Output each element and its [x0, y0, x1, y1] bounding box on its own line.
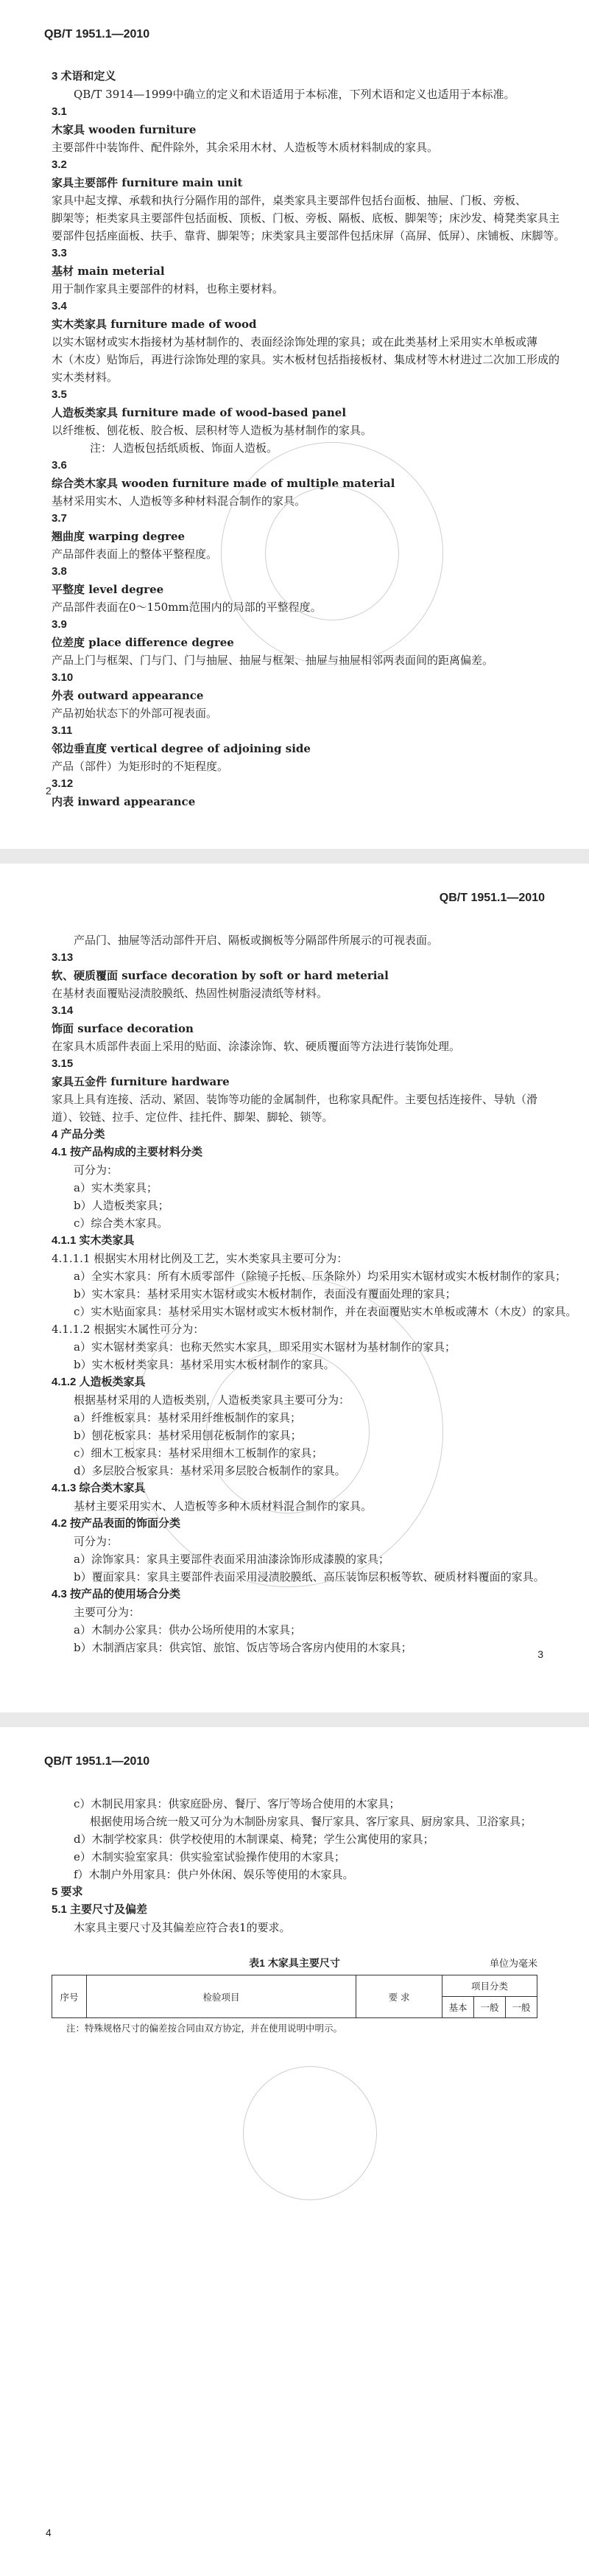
section-heading: 4 产品分类: [52, 1128, 105, 1141]
text-line: a）实木锯材类家具：也称天然实木家具，即采用实木锯材为基材制作的家具；: [74, 1340, 456, 1354]
text-line: 实木类材料。: [52, 371, 119, 384]
col-header-major: 一般: [474, 1997, 506, 2018]
text-line: 4.1.1.2 根据实木属性可分为：: [52, 1323, 205, 1336]
page-header: QB/T 1951.1—2010: [44, 28, 150, 41]
section-heading: 3.9: [52, 618, 67, 631]
text-line: 4.1.1.1 根据实木用材比例及工艺，实木类家具主要可分为：: [52, 1252, 348, 1265]
term-title: 邻边垂直度 vertical degree of adjoining side: [52, 742, 311, 755]
section-heading: 4.1.1 实木类家具: [52, 1234, 135, 1247]
text-line: c）细木工板家具：基材采用细木工板制作的家具；: [74, 1446, 323, 1460]
text-line: a）实木类家具；: [74, 1181, 158, 1194]
term-title: 外表 outward appearance: [52, 689, 204, 702]
text-line: 木家具主要尺寸及其偏差应符合表1的要求。: [74, 1921, 291, 1934]
col-header-req: 要 求: [356, 1975, 442, 2018]
section-heading: 3.15: [52, 1057, 74, 1070]
term-title: 翘曲度 warping degree: [52, 530, 186, 543]
section-heading: 4.1.3 综合类木家具: [52, 1482, 146, 1494]
text-line: 产品门、抽屉等活动部件开启、隔板或搁板等分隔部件所展示的可视表面。: [74, 934, 439, 947]
text-line: c）综合类木家具。: [74, 1217, 169, 1230]
text-line: 在基材表面覆贴浸渍胶膜纸、热固性树脂浸渍纸等材料。: [52, 987, 328, 1000]
text-line: a）涂饰家具：家具主要部件表面采用油漆涂饰形成漆膜的家具；: [74, 1553, 389, 1566]
section-heading: 3.3: [52, 247, 67, 259]
term-title: 实木类家具 furniture made of wood: [52, 318, 257, 331]
text-line: 产品（部件）为矩形时的不矩程度。: [52, 760, 229, 773]
text-line: 木（木皮）贴饰后，再进行涂饰处理的家具。实木板材包括指接板材、集成材等木材进过二次加工形成的: [52, 353, 560, 366]
term-title: 家具主要部件 furniture main unit: [52, 176, 243, 189]
section-heading: 4.3 按产品的使用场合分类: [52, 1588, 181, 1600]
text-line: a）纤维板家具：基材采用纤维板制作的家具；: [74, 1411, 301, 1424]
text-line: 以实木锯材或实木指接材为基材制作的、表面经涂饰处理的家具；或在此类基材上采用实木单板或薄: [52, 335, 538, 349]
text-line: c）实木贴面家具：基材采用实木锯材或实木板材制作，并在表面覆贴实木单板或薄木（木皮）的家具。: [74, 1305, 577, 1318]
text-line: 以纤维板、刨花板、胶合板、层积材等人造板为基材制作的家具。: [52, 424, 373, 437]
page-number: 4: [46, 2527, 52, 2538]
text-line: 要部件包括座面板、扶手、靠背、脚架等；床类家具主要部件包括床屏（高屏、低屏）、床铺板、床脚等。: [52, 229, 565, 242]
text-line: 用于制作家具主要部件的材料，也称主要材料。: [52, 282, 284, 295]
text-line: 主要可分为：: [74, 1606, 141, 1619]
text-line: 道）、铰链、拉手、定位件、挂托件、脚架、脚轮、锁等。: [52, 1110, 334, 1124]
term-title: 位差度 place difference degree: [52, 636, 234, 649]
section-heading: 3.7: [52, 512, 67, 525]
text-line: 产品初始状态下的外部可视表面。: [52, 707, 218, 720]
text-line: a）木制办公家具：供办公场所使用的木家具；: [74, 1623, 301, 1637]
section-heading: 3.8: [52, 565, 67, 578]
document-page-3: [0, 1727, 589, 2576]
page-number: 3: [537, 1648, 543, 1660]
col-header-class: 项目分类: [442, 1975, 537, 1997]
term-title: 平整度 level degree: [52, 583, 164, 596]
page-header: QB/T 1951.1—2010: [439, 892, 545, 904]
page-header: QB/T 1951.1—2010: [44, 1755, 150, 1768]
col-header-minor: 一般: [506, 1997, 537, 2018]
text-line: 脚架等；柜类家具主要部件包括面板、顶板、门板、旁板、隔板、底板、脚架等；床沙发、椅凳类家具主: [52, 211, 560, 225]
text-line: 基材采用实木、人造板等多种材料混合制作的家具。: [52, 494, 306, 508]
text-line: 根据使用场合统一般又可分为木制卧房家具、餐厅家具、客厅家具、厨房家具、卫浴家具；: [90, 1815, 532, 1828]
text-line: f）木制户外用家具：供户外休闲、娱乐等使用的木家具。: [74, 1868, 354, 1881]
page-body: [52, 931, 577, 1656]
watermark-stamp: [243, 2066, 377, 2200]
section-heading: 3.1: [52, 105, 67, 118]
section-heading: 3.10: [52, 671, 74, 684]
table-note: 注：特殊规格尺寸的偏差按合同由双方协定，并在使用说明中明示。: [66, 2023, 343, 2034]
text-line: b）木制酒店家具：供宾馆、旅馆、饭店等场合客房内使用的木家具；: [74, 1641, 412, 1654]
text-line: 可分为：: [74, 1163, 119, 1177]
text-line: b）实木家具：基材采用实木锯材或实木板材制作，表面没有覆面处理的家具；: [74, 1287, 456, 1301]
text-line: 可分为：: [74, 1535, 119, 1548]
text-line: 家具上具有连接、活动、紧固、装饰等功能的金属制件，也称家具配件。主要包括连接件、导轨（滑: [52, 1093, 538, 1106]
text-line: e）木制实验室家具：供实验室试验操作使用的木家具；: [74, 1850, 345, 1863]
text-line: d）木制学校家具：供学校使用的木制课桌、椅凳；学生公寓使用的家具；: [74, 1833, 434, 1846]
term-title: 木家具 wooden furniture: [52, 123, 197, 136]
text-line: 根据基材采用的人造板类别，人造板类家具主要可分为：: [74, 1393, 350, 1407]
text-line: 产品部件表面上的整体平整程度。: [52, 547, 218, 561]
text-line: d）多层胶合板家具：基材采用多层胶合板制作的家具。: [74, 1464, 346, 1477]
section-heading: 3.2: [52, 158, 67, 171]
col-header-item: 检验项目: [87, 1975, 356, 2018]
text-line: 主要部件中装饰件、配件除外，其余采用木材、人造板等木质材料制成的家具。: [52, 141, 439, 154]
term-title: 基材 main meterial: [52, 265, 165, 278]
section-heading: 3.6: [52, 459, 67, 472]
section-heading: 4.2 按产品表面的饰面分类: [52, 1517, 181, 1530]
text-line: 产品上门与框架、门与门、门与抽屉、抽屉与框架、抽屉与抽屉相邻两表面间的距离偏差。: [52, 654, 494, 667]
spec-table: [52, 1975, 537, 2018]
text-line: 在家具木质部件表面上采用的贴面、涂漆涂饰、软、硬质覆面等方法进行装饰处理。: [52, 1040, 461, 1053]
page-body: [52, 1795, 537, 1936]
text-line: b）覆面家具：家具主要部件表面采用浸渍胶膜纸、高压装饰层积板等软、硬质材料覆面的家具。: [74, 1570, 545, 1583]
section-heading: 4.1.2 人造板类家具: [52, 1376, 146, 1388]
section-heading: 3.4: [52, 300, 67, 312]
term-title: 人造板类家具 furniture made of wood-based panel: [52, 406, 347, 419]
section-heading: 3.11: [52, 724, 73, 737]
section-heading: 3.5: [52, 388, 67, 401]
table-1-container: [52, 1956, 537, 2034]
section-heading: 3 术语和定义: [52, 70, 116, 83]
text-line: 注：人造板包括纸质板、饰面人造板。: [90, 441, 278, 455]
section-heading: 3.13: [52, 951, 74, 964]
text-line: c）木制民用家具：供家庭卧房、餐厅、客厅等场合使用的木家具；: [74, 1797, 401, 1810]
text-line: b）人造板类家具；: [74, 1199, 169, 1212]
section-heading: 4.1 按产品构成的主要材料分类: [52, 1146, 203, 1158]
col-header-basic: 基本: [442, 1997, 474, 2018]
section-heading: 3.14: [52, 1004, 74, 1017]
text-line: b）实木板材类家具：基材采用实木板材制作的家具。: [74, 1358, 335, 1371]
table-title: 表1 木家具主要尺寸: [249, 1957, 340, 1969]
text-line: 家具中起支撑、承载和执行分隔作用的部件，桌类家具主要部件包括台面板、抽屉、门板、旁板、: [52, 194, 527, 207]
text-line: 产品部件表面在0～150mm范围内的局部的平整程度。: [52, 601, 322, 614]
term-title: 综合类木家具 wooden furniture made of multiple material: [52, 477, 395, 490]
document-page-2: [0, 864, 589, 1712]
text-line: QB/T 3914—1999中确立的定义和术语适用于本标准，下列术语和定义也适用于本标准。: [74, 88, 515, 101]
page-number: 2: [46, 785, 52, 797]
text-line: a）全实木家具：所有木质零部件（除镜子托板、压条除外）均采用实木锯材或实木板材制作的家具；: [74, 1270, 566, 1283]
section-heading: 5.1 主要尺寸及偏差: [52, 1903, 148, 1916]
text-line: 基材主要采用实木、人造板等多种木质材料混合制作的家具。: [74, 1499, 373, 1513]
term-title: 内表 inward appearance: [52, 795, 196, 808]
table-unit: 单位为毫米: [489, 1958, 537, 1969]
section-heading: 3.12: [52, 777, 74, 790]
term-title: 家具五金件 furniture hardware: [52, 1075, 230, 1088]
term-title: 饰面 surface decoration: [52, 1022, 194, 1035]
text-line: b）刨花板家具：基材采用刨花板制作的家具；: [74, 1429, 302, 1442]
term-title: 软、硬质覆面 surface decoration by soft or hard meterial: [52, 969, 389, 982]
document-page-1: [0, 0, 589, 849]
col-header-no: 序号: [52, 1975, 87, 2018]
section-heading: 5 要求: [52, 1886, 83, 1898]
table-caption: [52, 1956, 537, 1970]
page-body: [52, 68, 565, 811]
